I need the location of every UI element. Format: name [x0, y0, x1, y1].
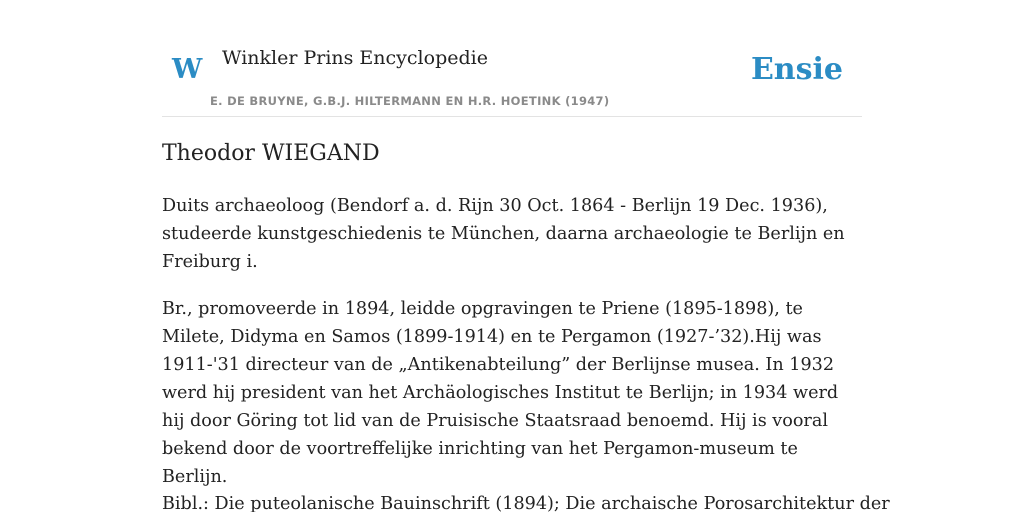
- ensie-brand-logo[interactable]: Ensie: [750, 52, 843, 87]
- article-title: Theodor WIEGAND: [162, 141, 380, 166]
- article-paragraph: Br., promoveerde in 1894, leidde opgravingen te Priene (1895-1898), te Milete, Didyma en Samos (1899-1914) en te Pergamon (1927-’32).Hij was 1911-'31 directeur van de „Antikenabteilung” der Berlijnse musea. In 1932 werd hij president van het Archäologisches Institut te Berlijn; in 1934 werd hij door Göring tot lid van de Pruisische Staatsraad benoemd. Hij is vooral bekend door de voortreffelijke inrichting van het Pergamon-museum te Berlijn.: [162, 299, 839, 487]
- encyclopedia-authors: E. DE BRUYNE, G.B.J. HILTERMANN EN H.R. HOETINK (1947): [210, 94, 610, 108]
- encyclopedia-logo[interactable]: W: [172, 54, 203, 85]
- site-header: [162, 0, 862, 117]
- encyclopedia-title[interactable]: Winkler Prins Encyclopedie: [222, 47, 488, 69]
- article-paragraph: Duits archaeoloog (Bendorf a. d. Rijn 30 Oct. 1864 - Berlijn 19 Dec. 1936), studeerde kunstgeschiedenis te München, daarna archaeologie te Berlijn en Freiburg i.: [162, 196, 845, 272]
- article-paragraph: Bibl.: Die puteolanische Bauinschrift (1894); Die archaische Porosarchitektur der: [162, 494, 890, 512]
